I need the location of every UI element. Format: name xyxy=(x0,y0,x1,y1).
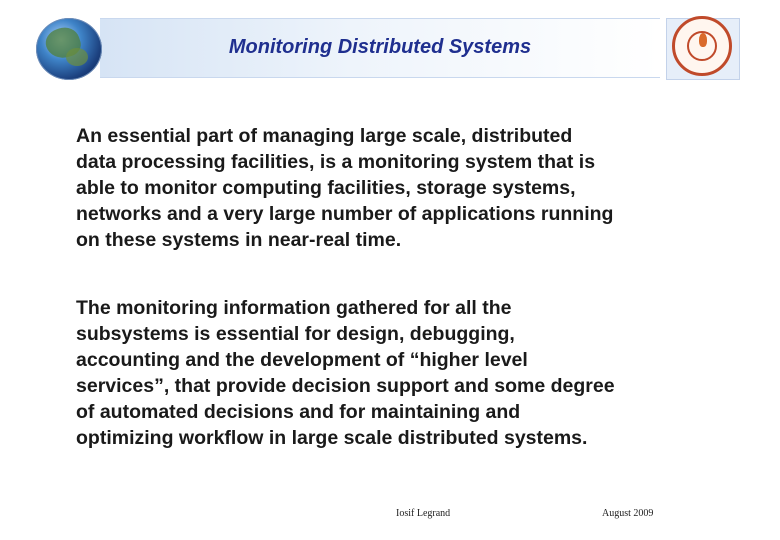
university-seal-icon xyxy=(672,16,732,76)
paragraph-line: of automated decisions and for maintaining and xyxy=(76,401,521,423)
paragraph-line: An essential part of managing large scale, distributed xyxy=(76,125,573,147)
page-title: Monitoring Distributed Systems xyxy=(228,36,532,58)
paragraph-line: subsystems is essential for design, debugging, xyxy=(76,323,515,345)
paragraph-line: able to monitor computing facilities, storage systems, xyxy=(76,177,576,199)
paragraph-2 xyxy=(76,295,766,451)
paragraph-line: services”, that provide decision support and some degree xyxy=(76,375,615,397)
paragraph-line: on these systems in near-real time. xyxy=(76,229,402,251)
paragraph-line: optimizing workflow in large scale distributed systems. xyxy=(76,427,588,449)
footer-author: Iosif Legrand xyxy=(396,508,451,519)
footer-date: August 2009 xyxy=(602,508,654,519)
globe-icon xyxy=(36,18,102,80)
globe-land-shape-2 xyxy=(66,48,88,66)
seal-flame-shape xyxy=(699,33,707,47)
paragraph-line: data processing facilities, is a monitoring system that is xyxy=(76,151,596,173)
paragraph-1 xyxy=(76,123,766,253)
paragraph-line: accounting and the development of “higher level xyxy=(76,349,528,371)
paragraph-line: The monitoring information gathered for all the xyxy=(76,297,512,319)
paragraph-line: networks and a very large number of applications running xyxy=(76,203,614,225)
